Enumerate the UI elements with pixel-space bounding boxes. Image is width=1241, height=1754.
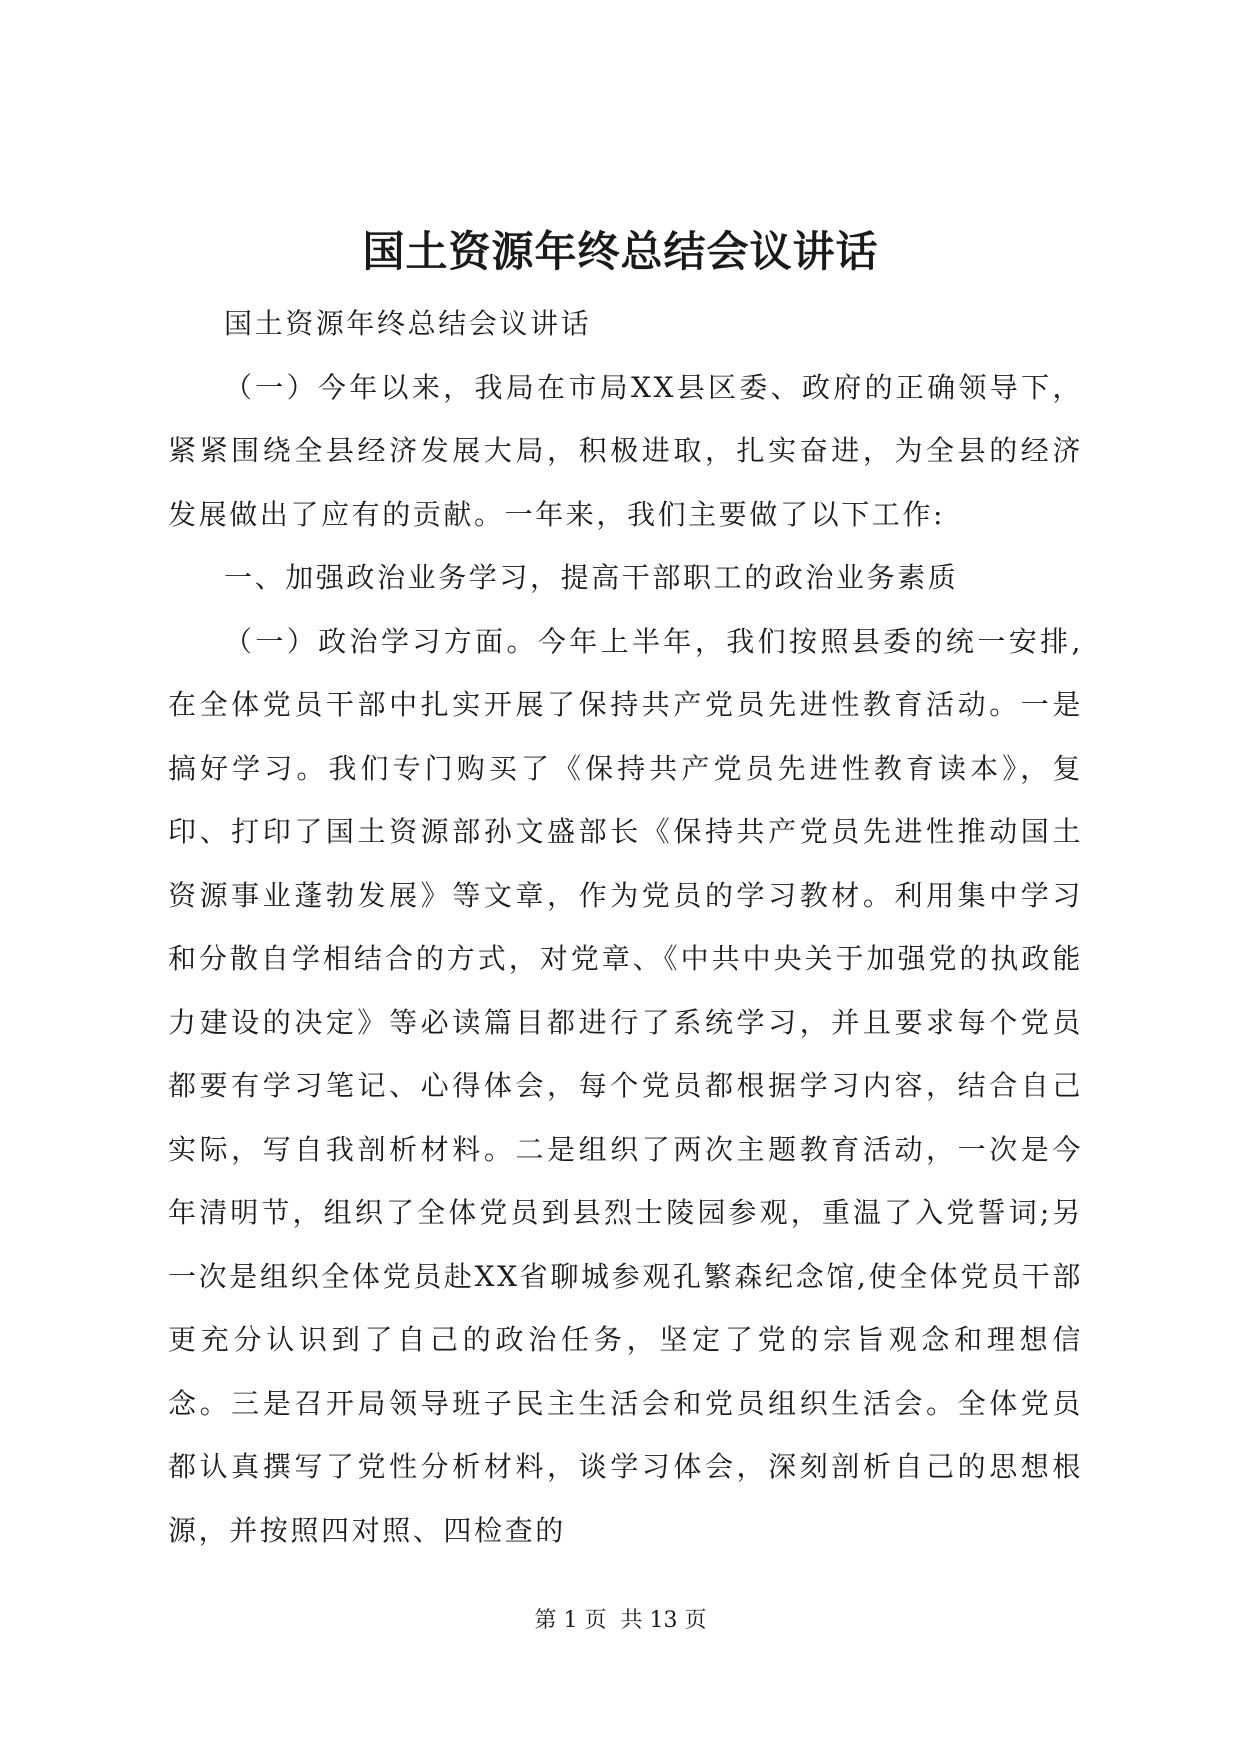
paragraph-intro: （一）今年以来，我局在市局XX县区委、政府的正确领导下，紧紧围绕全县经济发展大局，积极进取，扎实奋进，为全县的经济发展做出了应有的贡献。一年来，我们主要做了以下工作:: [168, 370, 1083, 531]
paragraph-section-heading: 一、加强政治业务学习，提高干部职工的政治业务素质: [224, 561, 959, 594]
document-body: [168, 292, 1083, 1562]
page-total: 共 13 页: [620, 1608, 707, 1633]
document-title: 国土资源年终总结会议讲话: [362, 227, 879, 276]
page-number: 第 1 页: [534, 1608, 607, 1633]
paragraph-political-study: （一）政治学习方面。今年上半年，我们按照县委的统一安排,在全体党员干部中扎实开展了保持共产党员先进性教育活动。一是搞好学习。我们专门购买了《保持共产党员先进性教育读本》，复印、打印了国土资源部孙文盛部长《保持共产党员先进性推动国土资源事业蓬勃发展》等文章，作为党员的学习教材。利用集中学习和分散自学相结合的方式，对党章、《中共中央关于加强党的执政能力建设的决定》等必读篇目都进行了系统学习，并且要求每个党员都要有学习笔记、心得体会，每个党员都根据学习内容，结合自己实际，写自我剖析材料。二是组织了两次主题教育活动，一次是今年清明节，组织了全体党员到县烈士陵园参观，重温了入党誓词;另一次是组织全体党员赴XX省聊城参观孔繁森纪念馆,使全体党员干部更充分认识到了自己的政治任务，坚定了党的宗旨观念和理想信念。三是召开局领导班子民主生活会和党员组织生活会。全体党员都认真撰写了党性分析材料，谈学习体会，深刻剖析自己的思想根源，并按照四对照、四检查的: [168, 624, 1083, 1547]
paragraph-subtitle: 国土资源年终总结会议讲话: [224, 307, 592, 340]
page-footer: [0, 1606, 1241, 1636]
